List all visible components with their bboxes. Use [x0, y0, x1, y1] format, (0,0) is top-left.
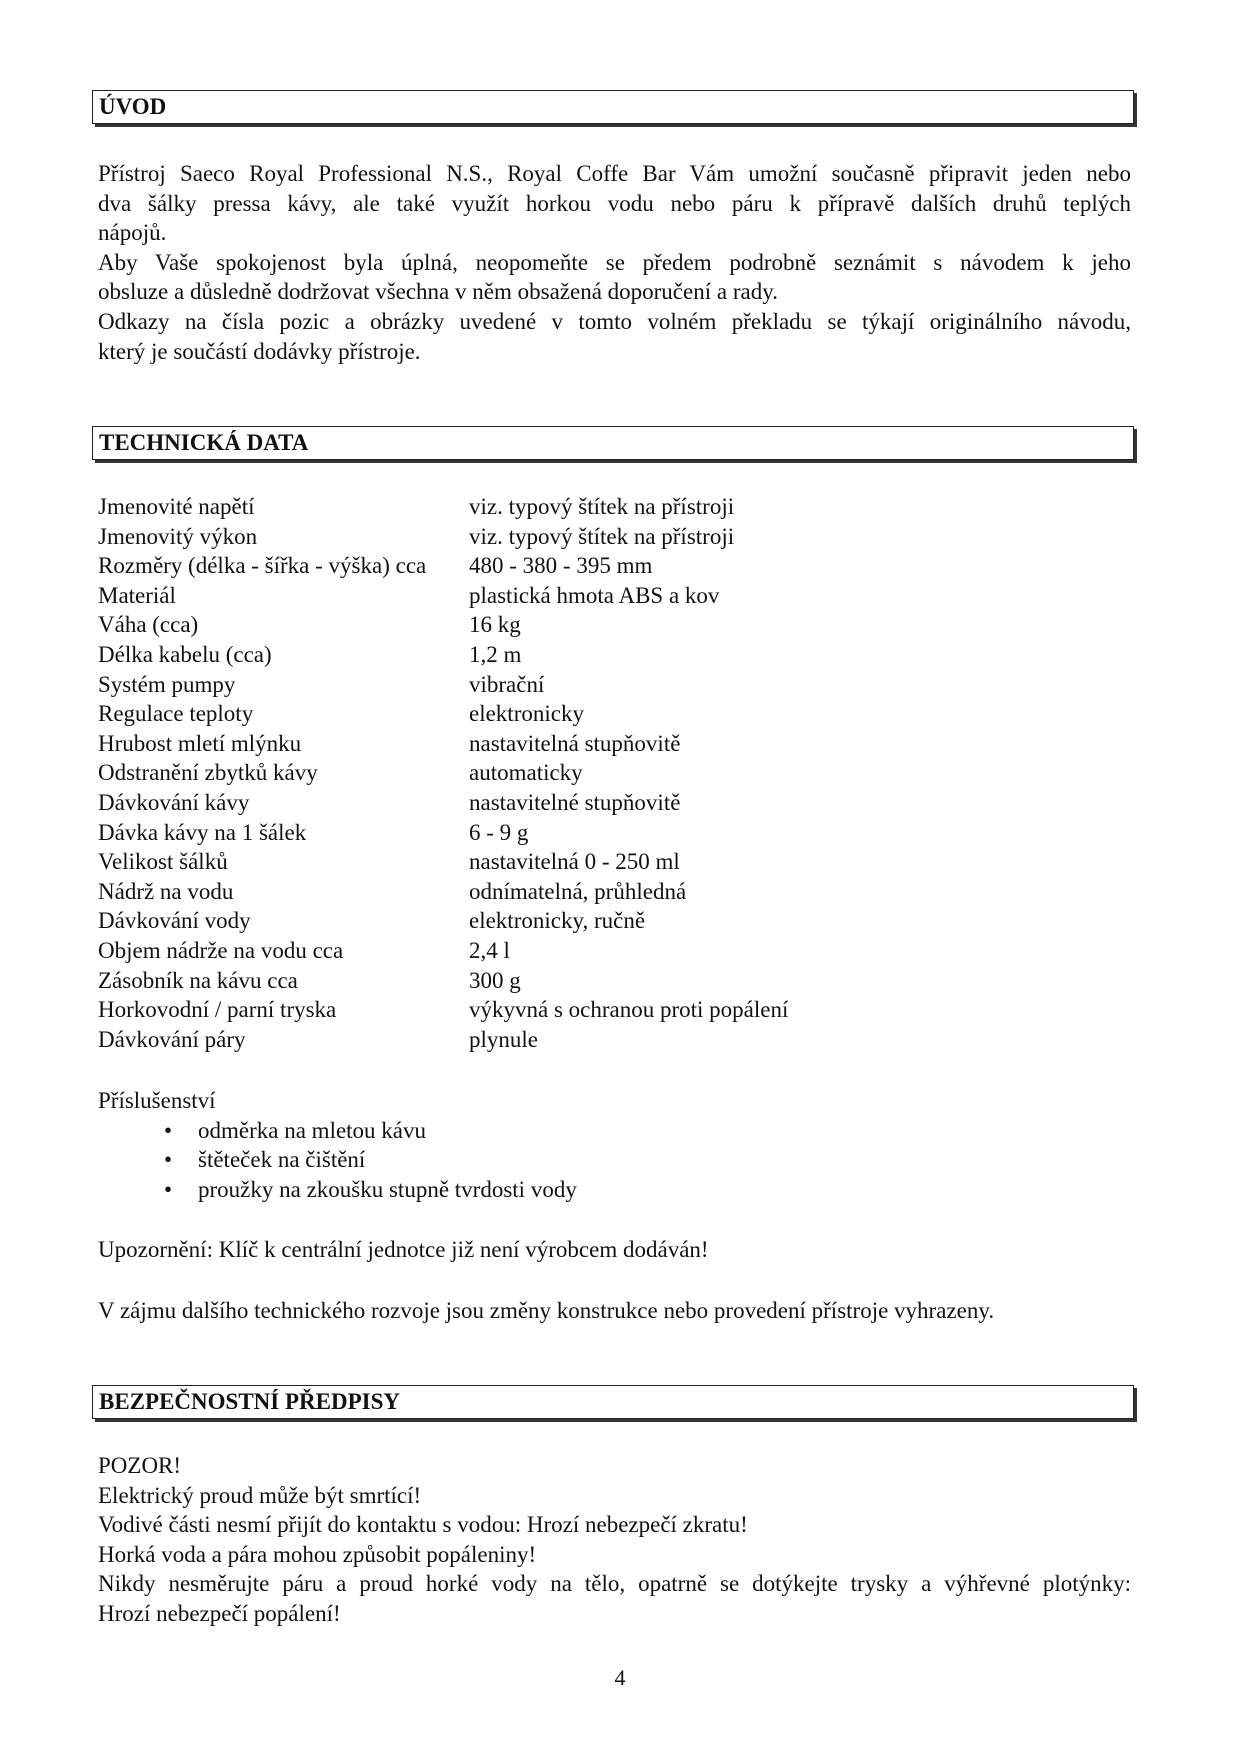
warning-text: Upozornění: Klíč k centrální jednotce již není výrobcem dodáván!: [98, 1237, 709, 1262]
spec-value: výkyvná s ochranou proti popálení: [469, 997, 789, 1023]
spec-value: elektronicky: [469, 701, 584, 727]
spec-row: [98, 551, 1131, 581]
spec-value: 480 - 380 - 395 mm: [469, 553, 653, 579]
heading-text: ÚVOD: [99, 94, 167, 119]
spec-value: plastická hmota ABS a kov: [469, 582, 720, 608]
spec-label: Jmenovitý výkon: [98, 523, 258, 549]
spec-value: viz. typový štítek na přístroji: [469, 494, 735, 519]
accessories-label: Příslušenství: [98, 1088, 216, 1113]
spec-label: Hrubost mletí mlýnku: [98, 730, 302, 756]
spec-value: 300 g: [469, 967, 521, 993]
text-line: obsluze a důsledně dodržovat všechna v něm obsažená doporučení a rady.: [98, 279, 778, 305]
text-line: POZOR!: [98, 1453, 182, 1478]
spec-row: [98, 699, 1131, 729]
spec-value: viz. typový štítek na přístroji: [469, 523, 735, 549]
list-item: [98, 1145, 1131, 1175]
spec-label: Dávkování kávy: [98, 789, 250, 815]
spec-row: [98, 729, 1131, 759]
spec-row: [98, 818, 1131, 848]
spec-row: [98, 995, 1131, 1025]
spec-value: nastavitelná 0 - 250 ml: [469, 849, 680, 875]
notice-text: V zájmu dalšího technického rozvoje jsou změny konstrukce nebo provedení přístroje vyhrazeny.: [98, 1298, 995, 1323]
spec-value: 6 - 9 g: [469, 819, 529, 845]
spec-row: [98, 847, 1131, 877]
spec-row: [98, 610, 1131, 640]
list-item-text: proužky na zkoušku stupně tvrdosti vody: [198, 1176, 577, 1202]
bullet-icon: •: [164, 1147, 173, 1173]
spec-label: Velikost šálků: [98, 849, 228, 875]
spec-label: Váha (cca): [98, 612, 199, 638]
spec-row: [98, 906, 1131, 936]
spec-table: [98, 492, 1131, 1054]
text-line: nápojů.: [98, 220, 167, 246]
spec-label: Jmenovité napětí: [98, 494, 255, 519]
page-number: 4: [614, 1665, 626, 1690]
spec-row: [98, 522, 1131, 552]
text-line: Nikdy nesměrujte páru a proud horké vody na tělo, opatrně se dotýkejte trysky a výhřevné plotýnky:: [98, 1571, 1131, 1597]
spec-label: Materiál: [98, 582, 176, 608]
text-line: Aby Vaše spokojenost byla úplná, neopomeňte se předem podrobně seznámit s návodem k jeho: [98, 249, 1131, 275]
spec-row: [98, 877, 1131, 907]
text-line: Hrozí nebezpečí popálení!: [98, 1600, 341, 1626]
spec-row: [98, 788, 1131, 818]
text-line: Vodivé části nesmí přijít do kontaktu s vodou: Hrozí nebezpečí zkratu!: [98, 1512, 748, 1538]
spec-label: Odstranění zbytků kávy: [98, 760, 318, 786]
spec-value: odnímatelná, průhledná: [469, 878, 687, 904]
spec-row: [98, 1025, 1131, 1055]
spec-label: Regulace teploty: [98, 701, 254, 727]
spec-label: Nádrž na vodu: [98, 878, 234, 904]
spec-label: Dávkování vody: [98, 908, 251, 934]
spec-label: Zásobník na kávu cca: [98, 967, 298, 993]
section-heading-tech: [92, 426, 1134, 460]
section-heading-intro: [92, 90, 1134, 124]
list-item: [98, 1116, 1131, 1146]
spec-row: [98, 936, 1131, 966]
accessories: [98, 1086, 1131, 1204]
bullet-icon: •: [164, 1176, 173, 1202]
spec-value: elektronicky, ručně: [469, 908, 646, 934]
spec-row: [98, 966, 1131, 996]
spec-value: vibrační: [469, 671, 545, 697]
spec-value: nastavitelná stupňovitě: [469, 730, 681, 756]
heading-text: BEZPEČNOSTNÍ PŘEDPISY: [99, 1389, 400, 1414]
list-item-text: odměrka na mletou kávu: [198, 1117, 427, 1143]
spec-value: 16 kg: [469, 612, 521, 638]
text-line: Horká voda a pára mohou způsobit popáleniny!: [98, 1541, 537, 1567]
list-item-text: štěteček na čištění: [198, 1147, 366, 1173]
intro-paragraph: [98, 159, 1131, 366]
bullet-icon: •: [164, 1117, 173, 1143]
spec-row: [98, 670, 1131, 700]
text-line: Elektrický proud může být smrtící!: [98, 1482, 422, 1508]
spec-label: Délka kabelu (cca): [98, 641, 272, 667]
spec-label: Systém pumpy: [98, 671, 236, 697]
spec-row: [98, 758, 1131, 788]
spec-row: [98, 492, 1131, 522]
text-line: který je součástí dodávky přístroje.: [98, 338, 421, 364]
spec-label: Horkovodní / parní tryska: [98, 997, 337, 1023]
spec-row: [98, 640, 1131, 670]
spec-value: nastavitelné stupňovitě: [469, 789, 681, 815]
text-line: dva šálky pressa kávy, ale také využít horkou vodu nebo páru k přípravě dalších druhů teplých: [98, 190, 1131, 216]
spec-label: Objem nádrže na vodu cca: [98, 937, 344, 963]
spec-label: Dávka kávy na 1 šálek: [98, 819, 307, 845]
spec-value: plynule: [469, 1026, 538, 1052]
spec-label: Dávkování páry: [98, 1026, 246, 1052]
section-heading-safety: [92, 1385, 1134, 1419]
heading-text: TECHNICKÁ DATA: [99, 430, 309, 455]
spec-value: 2,4 l: [469, 937, 510, 963]
safety-paragraph: [98, 1451, 1131, 1629]
spec-row: [98, 581, 1131, 611]
text-line: Přístroj Saeco Royal Professional N.S., Royal Coffe Bar Vám umožní současně připravit jeden nebo: [98, 161, 1131, 186]
text-line: Odkazy na čísla pozic a obrázky uvedené v tomto volném překladu se týkají originálního návodu,: [98, 308, 1131, 334]
spec-value: automaticky: [469, 760, 583, 786]
spec-value: 1,2 m: [469, 641, 522, 667]
spec-label: Rozměry (délka - šířka - výška) cca: [98, 553, 427, 579]
list-item: [98, 1175, 1131, 1205]
